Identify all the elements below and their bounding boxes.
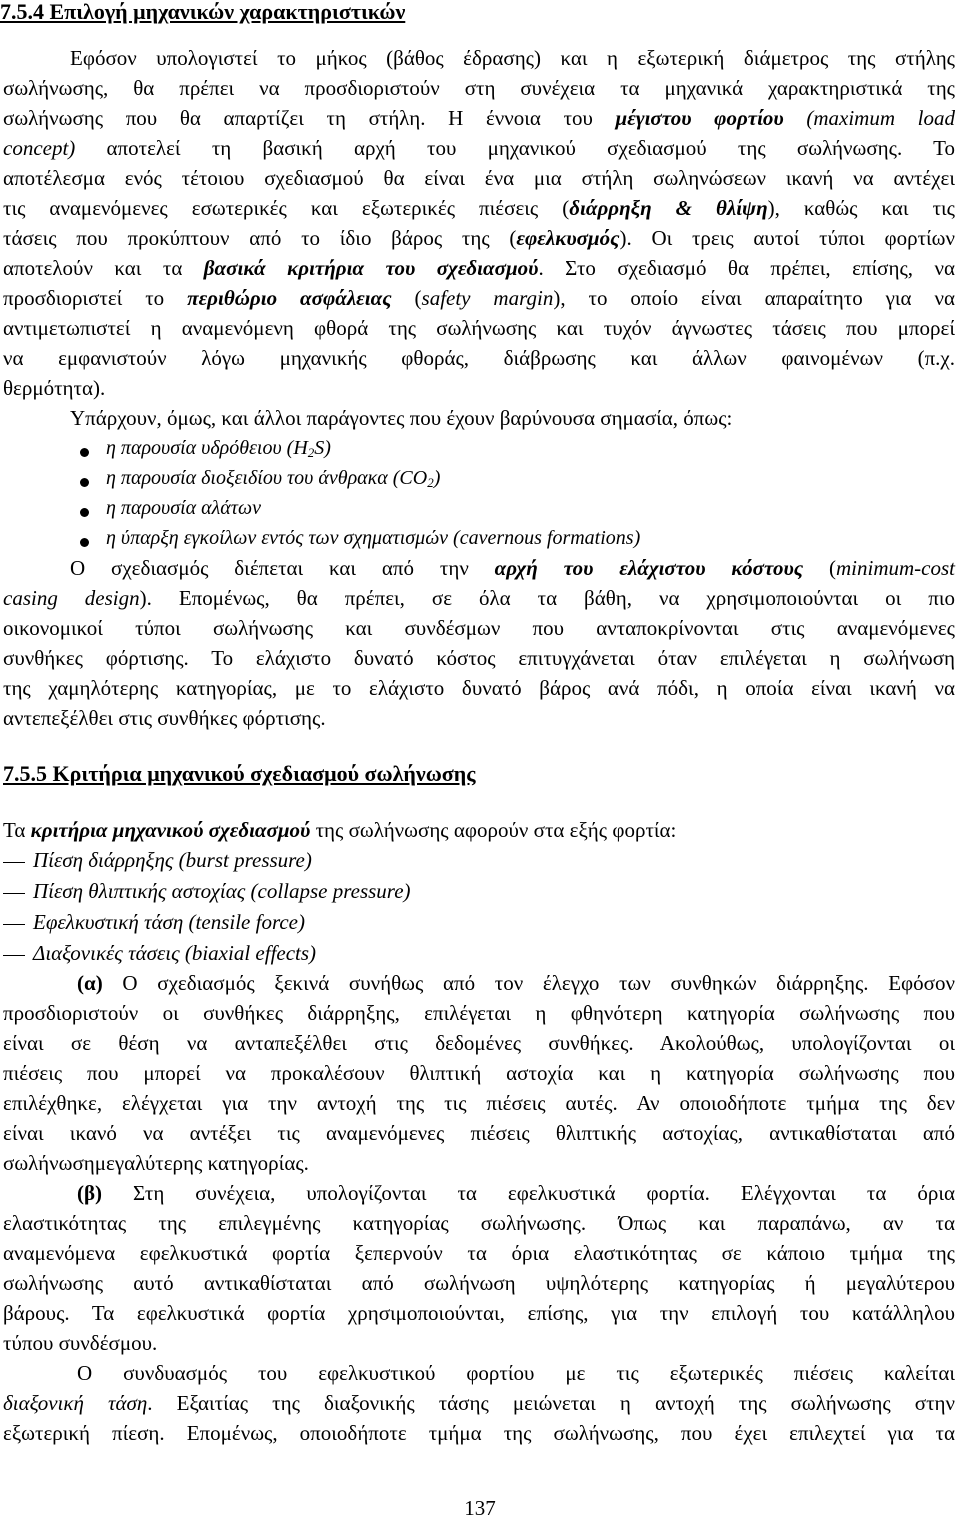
list-item: η παρουσία διοξειδίου του άνθρακα $(CO_2)$ xyxy=(106,467,441,490)
text-line: είναι σε θέση να ανταπεξέλθει στις δεδομένες συνθήκες. Ακολούθως, υπολογίζονται οι xyxy=(3,1031,955,1055)
text-line: τύπου συνδέσμου. xyxy=(3,1331,158,1355)
list-item: Πίεση θλιπτικής αστοχίας (collapse pressure) xyxy=(3,876,411,906)
bullet-icon xyxy=(80,508,89,517)
bullet-icon xyxy=(80,538,89,547)
text-line: Υπάρχουν, όμως, και άλλοι παράγοντες που έχουν βαρύνουσα σημασία, όπως: xyxy=(70,406,733,430)
section-heading: 7.5.4 Επιλογή μηχανικών χαρακτηριστικών xyxy=(0,0,406,24)
text-line: concept) αποτελεί τη βασική αρχή του μηχανικού σχεδιασμού της σωλήνωσης. Το xyxy=(3,136,955,160)
text-line: Ο συνδυασμός του εφελκυστικού φορτίου με τις εξωτερικές πιέσεις καλείται xyxy=(77,1361,955,1385)
text-line: σωλήνωσης, θα πρέπει να προσδιοριστούν στη συνέχεια τα μηχανικά χαρακτηριστικά της xyxy=(3,76,955,100)
text-line: σωλήνωσης αυτό αντικαθίσταται από σωλήνωση υψηλότερης κατηγορίας ή μεγαλύτερου xyxy=(3,1271,955,1295)
text-line: ελαστικότητας της επιλεγμένης κατηγορίας σωλήνωσης. Όπως και παραπάνω, αν τα xyxy=(3,1211,955,1235)
list-item: η παρουσία αλάτων xyxy=(106,497,261,519)
bullet-icon xyxy=(80,448,89,457)
text-line: αναμενόμενα εφελκυστικά φορτία ξεπερνούν τα όρια ελαστικότητας σε κάποιο τμήμα της xyxy=(3,1241,955,1265)
text-line: θερμότητα). xyxy=(3,376,106,400)
list-item: η ύπαρξη εγκοίλων εντός των σχηματισμών (cavernous formations) xyxy=(106,527,641,549)
text-line: συνθήκες φόρτισης. Το ελάχιστο δυνατό κόστος επιτυγχάνεται όταν επιλέγεται η σωλήνωση xyxy=(3,646,955,670)
text-line: τάσεις που προκύπτουν από το ίδιο βάρος της (εφελκυσμός). Οι τρεις αυτοί τύποι φορτίων xyxy=(3,226,955,250)
subsection-heading: 7.5.5 Κριτήρια μηχανικού σχεδιασμού σωλήνωσης xyxy=(3,761,476,786)
text-line: πιέσεις που μπορεί να προκαλέσουν θλιπτική αστοχία και η κατηγορία σωλήνωσης που xyxy=(3,1061,955,1085)
text-line: (α) Ο σχεδιασμός ξεκινά συνήθως από τον έλεγχο των συνθηκών διάρρηξης. Εφόσον xyxy=(77,971,955,995)
text-line: (β) Στη συνέχεια, υπολογίζονται τα εφελκυστικά φορτία. Ελέγχονται τα όρια xyxy=(77,1181,955,1205)
text-line: επιλέχθηκε, ελέγχεται για την αντοχή της τις πιέσεις αυτές. Αν οποιοδήποτε τμήμα της δεν xyxy=(3,1091,955,1115)
text-line: διαξονική τάση. Εξαιτίας της διαξονικής τάσης μειώνεται η αντοχή της σωλήνωσης στην xyxy=(3,1391,955,1415)
text-line: αντιμετωπιστεί η αναμενόμενη φθορά της σωλήνωσης και τυχόν άγνωστες τάσεις που μπορεί xyxy=(3,316,955,340)
text-line: αποτέλεσμα ενός τέτοιου σχεδιασμού θα είναι ένα μια στήλη σωληνώσεων ικανή να αντέχει xyxy=(3,166,955,190)
list-item: η παρουσία υδρόθειου $(H_2S)$ xyxy=(106,437,331,460)
text-line: σωλήνωσημεγαλύτερης κατηγορίας. xyxy=(3,1151,309,1175)
text-line: σωλήνωσης που θα απαρτίζει τη στήλη. Η έννοια του μέγιστου φορτίου (maximum load xyxy=(3,106,955,130)
text-line: οικονομικοί τύποι σωλήνωσης και συνδέσμων που ανταποκρίνονται στις αναμενόμενες xyxy=(3,616,955,640)
text-line: να εμφανιστούν λόγω μηχανικής φθοράς, διάβρωσης και άλλων φαινομένων (π.χ. xyxy=(3,346,955,370)
text-line: τις αναμενόμενες εσωτερικές και εξωτερικές πιέσεις (διάρρηξη & θλίψη), καθώς και τις xyxy=(3,196,955,220)
list-item: Πίεση διάρρηξης (burst pressure) xyxy=(3,845,312,875)
text-line: προσδιοριστούν οι συνθήκες διάρρηξης, επιλέγεται η φθηνότερη κατηγορία σωλήνωσης που xyxy=(3,1001,955,1025)
text-line: Τα κριτήρια μηχανικού σχεδιασμού της σωλήνωσης αφορούν στα εξής φορτία: xyxy=(3,818,677,842)
text-line: αποτελούν και τα βασικά κριτήρια του σχεδιασμού. Στο σχεδιασμό θα πρέπει, επίσης, να xyxy=(3,256,956,280)
page-number: 137 xyxy=(464,1496,496,1520)
dash-icon xyxy=(3,924,25,925)
text-line: είναι ικανό να αντέξει τις αναμενόμενες πιέσεις θλιπτικής αστοχίας, αντικαθίσταται από xyxy=(3,1121,955,1145)
text-line: Ο σχεδιασμός διέπεται και από την αρχή του ελάχιστου κόστους (minimum-cost xyxy=(70,556,955,580)
text-line: casing design). Επομένως, θα πρέπει, σε όλα τα βάθη, να χρησιμοποιούνται οι πιο xyxy=(3,586,956,610)
list-item: Διαξονικές τάσεις (biaxial effects) xyxy=(3,938,316,968)
list-item: Εφελκυστική τάση (tensile force) xyxy=(3,907,305,937)
text-line: Εφόσον υπολογιστεί το μήκος (βάθος έδρασης) και η εξωτερική διάμετρος της στήλης xyxy=(70,46,955,70)
text-line: βάρους. Τα εφελκυστικά φορτία χρησιμοποιούνται, επίσης, για την επιλογή του κατάλληλου xyxy=(3,1301,955,1325)
text-line: της χαμηλότερης κατηγορίας, με το ελάχιστο δυνατό βάρος ανά πόδι, η οποία είναι ικανή να xyxy=(3,676,955,700)
text-line: προσδιοριστεί το περιθώριο ασφάλειας (safety margin), το οποίο είναι απαραίτητο για να xyxy=(3,286,955,310)
dash-icon xyxy=(3,862,25,863)
text-line: εξωτερική πίεση. Επομένως, οποιοδήποτε τμήμα της σωλήνωσης, που έχει επιλεχτεί για τα xyxy=(3,1421,955,1445)
text-line: αντεπεξέλθει στις συνθήκες φόρτισης. xyxy=(3,706,326,730)
dash-icon xyxy=(3,893,25,894)
bullet-icon xyxy=(80,478,89,487)
dash-icon xyxy=(3,955,25,956)
